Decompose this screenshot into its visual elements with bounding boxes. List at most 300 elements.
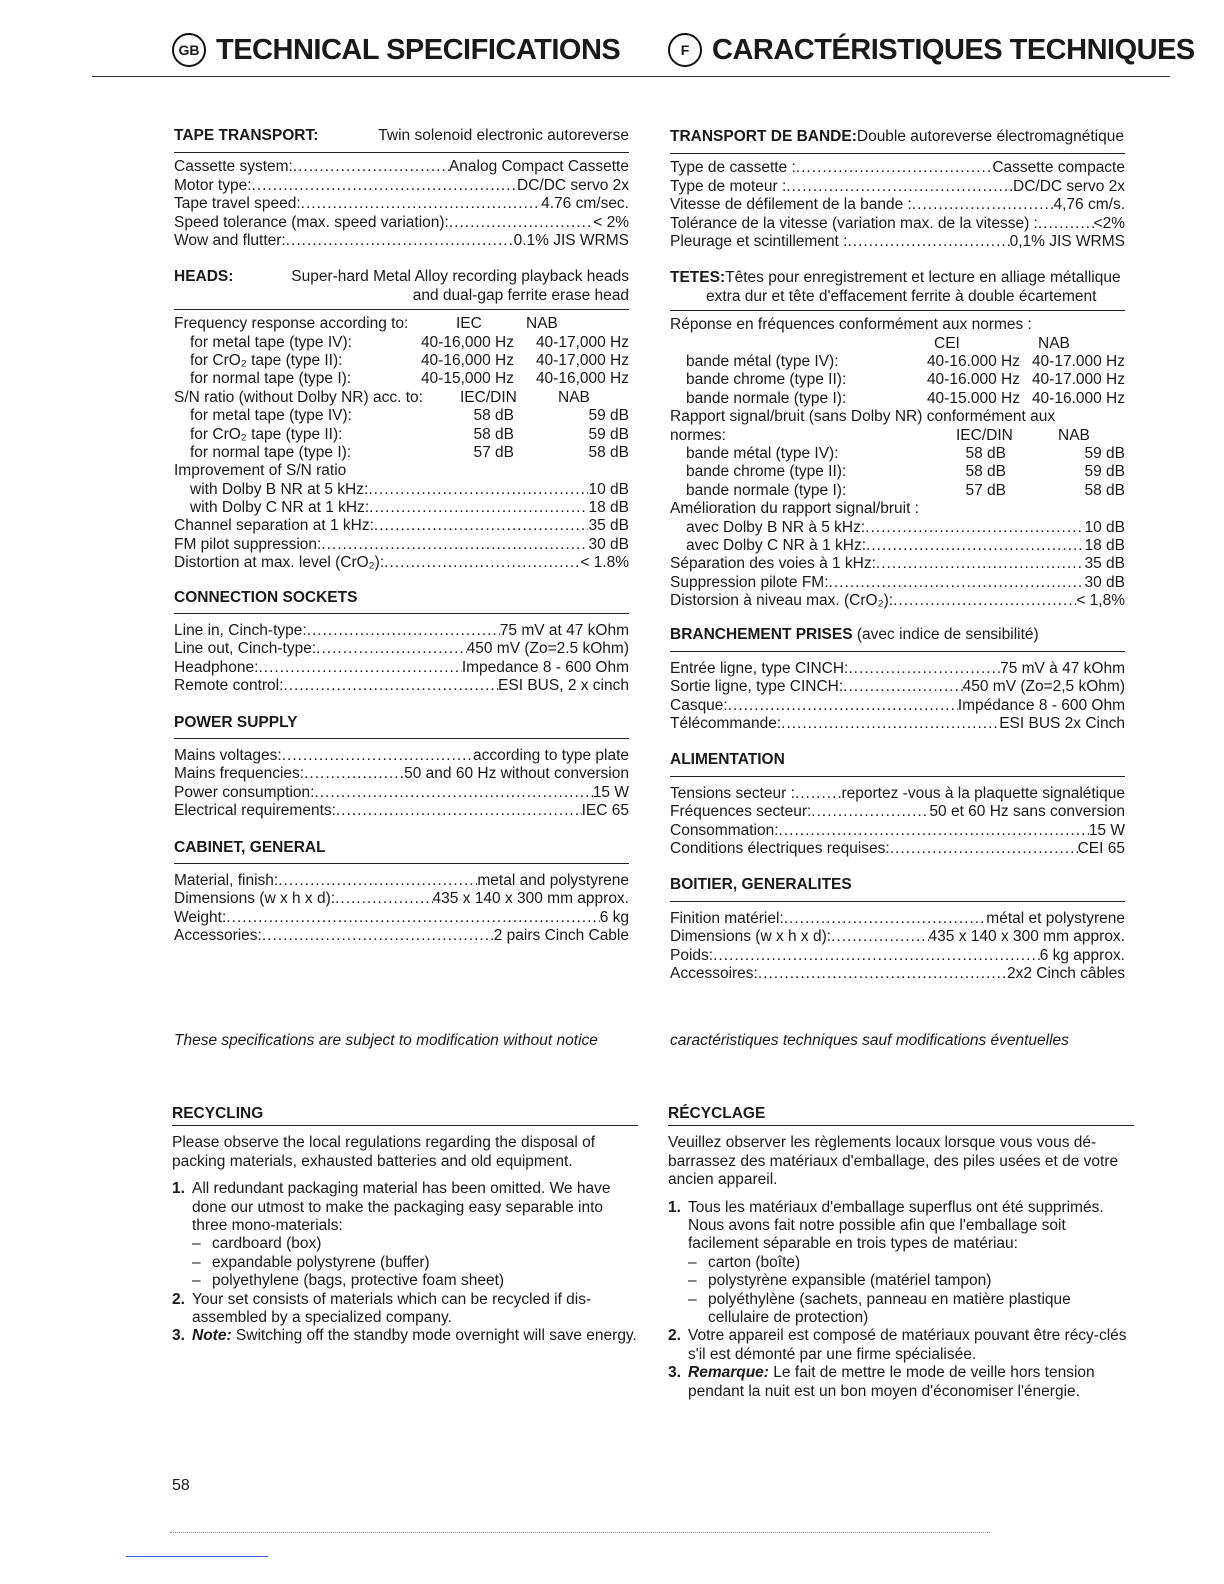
spec-row xyxy=(670,822,1125,840)
table-key: for normal tape (type I): xyxy=(190,370,352,388)
spec-value: < 1,8% xyxy=(1076,592,1125,610)
spec-key: Poids: xyxy=(670,946,714,964)
reponse-col-cei: CEI xyxy=(934,334,960,352)
table-row xyxy=(670,482,1125,500)
notice-en: These specifications are subject to modification without notice xyxy=(174,1032,598,1049)
table-row xyxy=(174,444,629,462)
dot-leader xyxy=(335,890,432,908)
spec-key: Type de cassette : xyxy=(670,159,796,177)
spec-value: 435 x 140 x 300 mm approx. xyxy=(432,890,629,908)
divider xyxy=(174,738,629,739)
reponse-intro: Réponse en fréquences conformément aux normes : xyxy=(670,316,1032,334)
spec-value: 30 dB xyxy=(588,535,629,553)
recyclage-item-1-text: Tous les matériaux d'emballage superflus ont été supprimés. Nous avons fait notre possible afin que l'emballage soit facilement séparable en trois types de matériau: xyxy=(688,1198,1104,1253)
spec-key: Power consumption: xyxy=(174,783,315,801)
spec-value: 15 W xyxy=(592,783,629,801)
spec-value: 35 dB xyxy=(1084,555,1125,573)
spec-value: ESI BUS 2x Cinch xyxy=(999,715,1125,733)
dot-leader xyxy=(282,747,473,765)
spec-value: 75 mV at 47 kOhm xyxy=(499,622,629,640)
recycling-sub-1: – cardboard (box) xyxy=(192,1235,322,1253)
spec-row xyxy=(670,785,1125,803)
table-value-a: 57 dB xyxy=(473,443,514,461)
f-title: CARACTÉRISTIQUES TECHNIQUES xyxy=(712,34,1195,66)
table-key: for metal tape (type IV): xyxy=(190,407,352,425)
table-value-b: 59 dB xyxy=(1084,444,1125,462)
tape-transport-value: Twin solenoid electronic autoreverse xyxy=(378,127,629,144)
spec-row xyxy=(174,927,629,945)
divider xyxy=(670,651,1125,652)
transport-bande-value: Double autoreverse électromagnétique xyxy=(856,128,1124,145)
spec-row xyxy=(174,499,629,517)
table-key: for CrO₂ tape (type II): xyxy=(190,351,343,369)
spec-row xyxy=(670,715,1125,733)
page-number: 58 xyxy=(172,1477,190,1494)
dot-leader xyxy=(912,196,1054,214)
connection-list xyxy=(174,622,629,696)
spec-key: Distortion at max. level (CrO₂): xyxy=(174,554,385,572)
spec-value: Impédance 8 - 600 Ohm xyxy=(957,696,1125,714)
dot-leader xyxy=(1038,215,1094,233)
recyclage-title: RÉCYCLAGE xyxy=(668,1105,766,1122)
spec-row xyxy=(670,555,1125,573)
spec-key: Line out, Cinch-type: xyxy=(174,640,317,658)
dot-leader xyxy=(307,622,500,640)
spec-value: 75 mV à 47 kOhm xyxy=(1000,659,1125,677)
recyclage-note-label: Remarque: xyxy=(688,1364,769,1382)
recycling-sub-2: – expandable polystyrene (buffer) xyxy=(192,1253,430,1271)
spec-value: 18 dB xyxy=(588,499,629,517)
heads-line2: and dual-gap ferrite erase head xyxy=(412,286,629,304)
spec-row xyxy=(670,697,1125,715)
spec-key: Tape travel speed: xyxy=(174,195,301,213)
table-key: bande chrome (type II): xyxy=(686,371,847,389)
spec-value: metal and polystyrene xyxy=(477,872,629,889)
spec-row xyxy=(174,622,629,640)
spec-key: Tensions secteur : xyxy=(670,784,795,802)
sn-col-iecdin: IEC/DIN xyxy=(460,388,517,406)
spec-row xyxy=(174,232,629,250)
table-key: for normal tape (type I): xyxy=(190,443,352,461)
spec-key: Casque: xyxy=(670,696,728,714)
recyclage-sub-text: carton (boîte) xyxy=(708,1253,801,1271)
spec-key: Wow and flutter: xyxy=(174,231,286,249)
spec-key: Dimensions (w x h x d): xyxy=(174,890,336,908)
table-row xyxy=(174,334,629,352)
spec-row xyxy=(174,158,629,176)
tetes-line2: extra dur et tête d'effacement ferrite à double écartement xyxy=(706,287,1097,305)
spec-key: Pleurage et scintillement : xyxy=(670,232,848,250)
spec-row xyxy=(174,909,629,927)
table-value-a: 40-16.000 Hz xyxy=(926,371,1020,389)
table-key: bande métal (type IV): xyxy=(686,352,839,370)
table-value-a: 58 dB xyxy=(473,425,514,443)
rapport-col-nab: NAB xyxy=(1058,426,1090,444)
spec-row xyxy=(670,928,1125,946)
spec-row xyxy=(670,178,1125,196)
spec-key: Headphone: xyxy=(174,658,259,676)
recyclage-sub-text: polystyrène expansible (matériel tampon) xyxy=(708,1272,992,1290)
recycling-item-2: 2. Your set consists of materials which can be recycled if dis-assembled by a specialized company. xyxy=(172,1291,638,1328)
tape-transport-list xyxy=(174,158,629,250)
dot-leader xyxy=(304,765,404,783)
dot-leader xyxy=(301,195,541,213)
spec-key: Material, finish: xyxy=(174,872,279,889)
spec-key: Cassette system: xyxy=(174,158,293,176)
spec-key: Electrical requirements: xyxy=(174,802,336,820)
spec-value: 450 mV (Zo=2,5 kOhm) xyxy=(962,678,1125,696)
spec-row xyxy=(174,640,629,658)
dot-leader xyxy=(321,536,588,554)
dot-leader xyxy=(848,660,1000,678)
dot-leader xyxy=(781,715,999,733)
divider xyxy=(670,310,1125,311)
spec-key: Entrée ligne, type CINCH: xyxy=(670,659,849,677)
spec-row xyxy=(174,890,629,908)
transport-bande-heading xyxy=(670,128,1125,146)
boitier-title: BOITIER, GENERALITES xyxy=(670,876,852,894)
heads-line1: Super-hard Metal Alloy recording playback heads xyxy=(291,268,629,286)
divider xyxy=(172,1125,638,1126)
recyclage-note-text: Le fait de mettre le mode de veille hors tension pendant la nuit est un bon moyen d'économiser l'énergie. xyxy=(688,1364,1095,1400)
dot-leader xyxy=(796,159,993,177)
boitier-list xyxy=(670,910,1125,984)
spec-key: FM pilot suppression: xyxy=(174,535,322,553)
divider xyxy=(668,1125,1134,1126)
spec-key: Tolérance de la vitesse (variation max. de la vitesse) : xyxy=(670,214,1038,232)
table-key: for CrO₂ tape (type II): xyxy=(190,425,343,443)
spec-row xyxy=(174,747,629,765)
dot-leader xyxy=(784,910,987,928)
dot-leader xyxy=(286,232,514,250)
spec-value: DC/DC servo 2x xyxy=(517,176,629,194)
table-value-a: 58 dB xyxy=(965,444,1006,462)
spec-value: <2% xyxy=(1093,214,1125,232)
dot-leader xyxy=(252,177,518,195)
spec-value: reportez -vous à la plaquette signalétique xyxy=(841,784,1125,802)
spec-value: 4,76 cm/s. xyxy=(1053,196,1125,214)
spec-value: < 2% xyxy=(593,213,629,231)
dot-leader xyxy=(811,803,929,821)
dot-leader xyxy=(384,554,580,572)
spec-value: 6 kg approx. xyxy=(1039,946,1125,964)
rapport-table xyxy=(670,445,1125,500)
spec-key: Mains voltages: xyxy=(174,747,282,765)
spec-key: Speed tolerance (max. speed variation): xyxy=(174,213,449,231)
dot-leader xyxy=(779,822,1089,840)
recyclage-item-1: 1. Tous les matériaux d'emballage superflus ont été supprimés. Nous avons fait notre possible afin que l'emballage soit facilement séparable en trois types de matériau: xyxy=(668,1199,1134,1254)
spec-value: 15 W xyxy=(1088,821,1125,839)
spec-value: 0.1% JIS WRMS xyxy=(513,231,629,249)
recyclage-intro: Veuillez observer les règlements locaux lorsque vous vous dé-barrassez des matériaux d'emballage, des piles usées et de votre ancien appareil. xyxy=(668,1134,1119,1189)
spec-key: Distorsion à niveau max. (CrO₂): xyxy=(670,592,894,610)
spec-row xyxy=(670,660,1125,678)
branchement-title: BRANCHEMENT PRISES xyxy=(670,626,853,644)
table-key: bande normale (type I): xyxy=(686,389,847,407)
recycling-item-3: 3. Note: Switching off the standby mode overnight will save energy. xyxy=(172,1327,637,1345)
branchement-list xyxy=(670,660,1125,734)
notice-fr: caractéristiques techniques sauf modifications éventuelles xyxy=(670,1032,1069,1049)
spec-value: 10 dB xyxy=(1084,518,1125,536)
header-f xyxy=(668,32,1195,68)
divider xyxy=(174,152,629,153)
english-column xyxy=(174,127,629,946)
spec-row xyxy=(670,910,1125,928)
spec-key: Vitesse de défilement de la bande : xyxy=(670,196,912,214)
table-row xyxy=(670,463,1125,481)
spec-row xyxy=(670,947,1125,965)
table-value-b: 59 dB xyxy=(588,407,629,425)
spec-value: 30 dB xyxy=(1084,573,1125,591)
cabinet-title: CABINET, GENERAL xyxy=(174,838,326,856)
spec-row xyxy=(670,196,1125,214)
table-value-a: 40-16,000 Hz xyxy=(420,351,514,369)
spec-value: métal et polystyrene xyxy=(986,909,1125,927)
spec-key: Channel separation at 1 kHz: xyxy=(174,517,374,535)
dot-leader xyxy=(293,158,449,176)
recycling-note-text: Switching off the standby mode overnight will save energy. xyxy=(231,1327,637,1345)
divider xyxy=(174,309,629,310)
table-value-a: 40-16,000 Hz xyxy=(420,333,514,351)
spec-value: according to type plate xyxy=(473,747,629,765)
tape-transport-label: TAPE TRANSPORT: xyxy=(174,127,319,144)
spec-key: Accessoires: xyxy=(670,964,758,982)
spec-value: DC/DC servo 2x xyxy=(1013,177,1125,195)
spec-key: Mains frequencies: xyxy=(174,765,305,783)
rapport-intro: Rapport signal/bruit (sans Dolby NR) conformément aux xyxy=(670,408,1056,426)
alimentation-title: ALIMENTATION xyxy=(670,751,785,769)
cabinet-list xyxy=(174,872,629,946)
spec-row xyxy=(174,765,629,783)
spec-row xyxy=(174,554,629,572)
transport-bande-list xyxy=(670,159,1125,251)
recycling-note-label: Note: xyxy=(192,1327,232,1345)
connection-title: CONNECTION SOCKETS xyxy=(174,588,358,606)
spec-value: 50 et 60 Hz sans conversion xyxy=(929,803,1125,821)
gb-badge: GB xyxy=(172,33,206,67)
spec-key: avec Dolby B NR à 5 kHz: xyxy=(686,518,866,536)
improvement-list xyxy=(174,481,629,573)
branchement-note: (avec indice de sensibilité) xyxy=(852,626,1039,644)
spec-row xyxy=(670,215,1125,233)
recyclage-sub-3: – polyéthylène (sachets, panneau en matière plastique cellulaire de protection) xyxy=(668,1291,1134,1328)
table-row xyxy=(670,390,1125,408)
spec-key: Type de moteur : xyxy=(670,177,787,195)
recycling-sub-text: cardboard (box) xyxy=(212,1235,322,1253)
tetes-label: TETES: xyxy=(670,269,726,287)
spec-value: 435 x 140 x 300 mm approx. xyxy=(928,928,1125,946)
power-list xyxy=(174,747,629,821)
table-key: bande métal (type IV): xyxy=(686,444,839,462)
spec-value: ESI BUS, 2 x cinch xyxy=(498,677,629,695)
f-badge: F xyxy=(668,33,702,67)
spec-row xyxy=(670,803,1125,821)
dot-leader xyxy=(258,659,461,677)
sn-intro: S/N ratio (without Dolby NR) acc. to: xyxy=(174,388,423,406)
recycling-item-1-text: All redundant packaging material has been omitted. We have done our utmost to make the packaging easy separable into three mono-materials: xyxy=(192,1180,611,1235)
dot-leader xyxy=(843,678,962,696)
recyclage-item-3: 3. Remarque: Le fait de mettre le mode de veille hors tension pendant la nuit est un bon moyen d'économiser l'énergie. xyxy=(668,1364,1095,1400)
dot-leader xyxy=(893,592,1076,610)
scan-artifact xyxy=(170,1532,990,1533)
spec-key: with Dolby B NR at 5 kHz: xyxy=(190,480,369,498)
header-rule xyxy=(92,76,1170,77)
dot-leader xyxy=(831,928,928,946)
reponse-cols xyxy=(670,335,1125,353)
spec-value: 50 and 60 Hz without conversion xyxy=(404,765,629,783)
spec-key: Fréquences secteur: xyxy=(670,803,812,821)
table-value-b: 40-17,000 Hz xyxy=(535,351,629,369)
spec-key: Accessories: xyxy=(174,927,262,945)
dot-leader xyxy=(829,574,1085,592)
table-value-a: 58 dB xyxy=(965,463,1006,481)
table-key: bande normale (type I): xyxy=(686,481,847,499)
table-value-b: 58 dB xyxy=(1084,481,1125,499)
dot-leader xyxy=(316,640,466,658)
dot-leader xyxy=(786,178,1013,196)
recycling-item-1: 1. All redundant packaging material has been omitted. We have done our utmost to make the packaging easy separable into three mono-materials: xyxy=(172,1180,638,1235)
dot-leader xyxy=(890,840,1078,858)
spec-key: Conditions électriques requises: xyxy=(670,840,890,858)
recycling-intro: Please observe the local regulations regarding the disposal of packing materials, exhausted batteries and old equipment. xyxy=(172,1134,596,1170)
rapport-intro-row xyxy=(670,427,1125,445)
table-value-b: 40-17.000 Hz xyxy=(1031,371,1125,389)
spec-key: Sortie ligne, type CINCH: xyxy=(670,678,844,696)
spec-value: Impedance 8 - 600 Ohm xyxy=(461,658,629,676)
improvement-label: Improvement of S/N ratio xyxy=(174,462,347,480)
heads-label: HEADS: xyxy=(174,268,234,286)
spec-value: < 1.8% xyxy=(580,554,629,572)
amelioration-label: Amélioration du rapport signal/bruit : xyxy=(670,500,919,518)
spec-row xyxy=(174,677,629,695)
recyclage-sub-text: polyéthylène (sachets, panneau en matière plastique cellulaire de protection) xyxy=(708,1290,1071,1327)
spec-value: 450 mV (Zo=2.5 kOhm) xyxy=(466,640,629,658)
spec-value: 2x2 Cinch câbles xyxy=(1006,964,1125,982)
recycling-sub-3: – polyethylene (bags, protective foam sheet) xyxy=(192,1272,505,1290)
recyclage-sub-1: – carton (boîte) xyxy=(688,1253,801,1271)
recycling-en xyxy=(172,1105,638,1346)
freq-intro: Frequency response according to: xyxy=(174,315,409,333)
spec-value: 6 kg xyxy=(599,908,629,926)
spec-value: 35 dB xyxy=(588,517,629,535)
spec-key: Finition matériel: xyxy=(670,909,784,927)
dot-leader xyxy=(449,214,593,232)
branchement-heading xyxy=(670,626,1125,644)
divider xyxy=(174,863,629,864)
divider xyxy=(670,776,1125,777)
sn-intro-row xyxy=(174,389,629,407)
french-column xyxy=(670,128,1125,983)
dot-leader xyxy=(283,677,498,695)
table-row xyxy=(174,352,629,370)
alimentation-list xyxy=(670,785,1125,859)
table-row xyxy=(174,426,629,444)
header-gb xyxy=(172,32,620,68)
dot-leader xyxy=(336,802,582,820)
table-value-b: 59 dB xyxy=(1084,463,1125,481)
recycling-sub-text: expandable polystyrene (buffer) xyxy=(212,1253,430,1271)
sn-col-nab: NAB xyxy=(558,388,590,406)
spec-row xyxy=(670,965,1125,983)
spec-row xyxy=(174,195,629,213)
dot-leader xyxy=(262,927,494,945)
amelioration-list xyxy=(670,519,1125,611)
dot-leader xyxy=(865,519,1084,537)
spec-row xyxy=(174,872,629,890)
power-title: POWER SUPPLY xyxy=(174,713,298,731)
table-value-b: 40-16.000 Hz xyxy=(1031,389,1125,407)
table-value-a: 57 dB xyxy=(965,481,1006,499)
freq-col-nab: NAB xyxy=(526,315,558,333)
dot-leader xyxy=(368,481,588,499)
table-value-a: 40-15,000 Hz xyxy=(420,370,514,388)
dot-leader xyxy=(866,537,1084,555)
spec-row xyxy=(174,536,629,554)
table-key: for metal tape (type IV): xyxy=(190,333,352,351)
freq-col-iec: IEC xyxy=(456,315,482,333)
spec-row xyxy=(174,481,629,499)
dot-leader xyxy=(369,499,588,517)
scan-blue-line xyxy=(126,1556,268,1557)
table-row xyxy=(670,371,1125,389)
dot-leader xyxy=(278,872,477,890)
spec-value: IEC 65 xyxy=(581,802,629,820)
table-row xyxy=(670,353,1125,371)
spec-key: Dimensions (w x h x d): xyxy=(670,928,832,946)
rapport-intro2: normes: xyxy=(670,426,726,444)
spec-row xyxy=(174,517,629,535)
spec-row xyxy=(670,537,1125,555)
spec-key: Consommation: xyxy=(670,821,779,839)
spec-row xyxy=(670,519,1125,537)
spec-row xyxy=(670,840,1125,858)
reponse-col-nab: NAB xyxy=(1038,334,1070,352)
spec-key: avec Dolby C NR à 1 kHz: xyxy=(686,536,867,554)
divider xyxy=(174,613,629,614)
recyclage-item-2-text: Votre appareil est composé de matériaux pouvant être récy-clés s'il est démonté par une firme spécialisée. xyxy=(688,1327,1127,1363)
spec-key: Suppression pilote FM: xyxy=(670,573,829,591)
spec-row xyxy=(174,214,629,232)
spec-row xyxy=(670,233,1125,251)
spec-value: Cassette compacte xyxy=(992,159,1125,177)
freq-intro-row xyxy=(174,315,629,333)
recyclage-sub-2: – polystyrène expansible (matériel tampon) xyxy=(688,1272,992,1290)
recyclage-item-2: 2. Votre appareil est composé de matériaux pouvant être récy-clés s'il est démonté par une firme spécialisée. xyxy=(668,1327,1134,1364)
table-value-b: 40-16,000 Hz xyxy=(535,370,629,388)
spec-value: 18 dB xyxy=(1084,536,1125,554)
tetes-line1: Têtes pour enregistrement et lecture en alliage métallique xyxy=(725,269,1121,287)
spec-key: Remote control: xyxy=(174,677,284,695)
spec-row xyxy=(174,177,629,195)
spec-row xyxy=(174,659,629,677)
spec-value: 10 dB xyxy=(588,480,629,498)
reponse-table xyxy=(670,353,1125,408)
recycling-title: RECYCLING xyxy=(172,1105,264,1122)
table-value-a: 58 dB xyxy=(473,407,514,425)
spec-row xyxy=(174,784,629,802)
table-key: bande chrome (type II): xyxy=(686,463,847,481)
spec-row xyxy=(670,592,1125,610)
spec-key: Motor type: xyxy=(174,176,252,194)
table-row xyxy=(174,407,629,425)
dot-leader xyxy=(374,517,589,535)
spec-row xyxy=(670,159,1125,177)
gb-title: TECHNICAL SPECIFICATIONS xyxy=(216,34,621,66)
dot-leader xyxy=(876,555,1085,573)
table-value-b: 59 dB xyxy=(588,425,629,443)
table-row xyxy=(174,370,629,388)
dot-leader xyxy=(713,947,1040,965)
